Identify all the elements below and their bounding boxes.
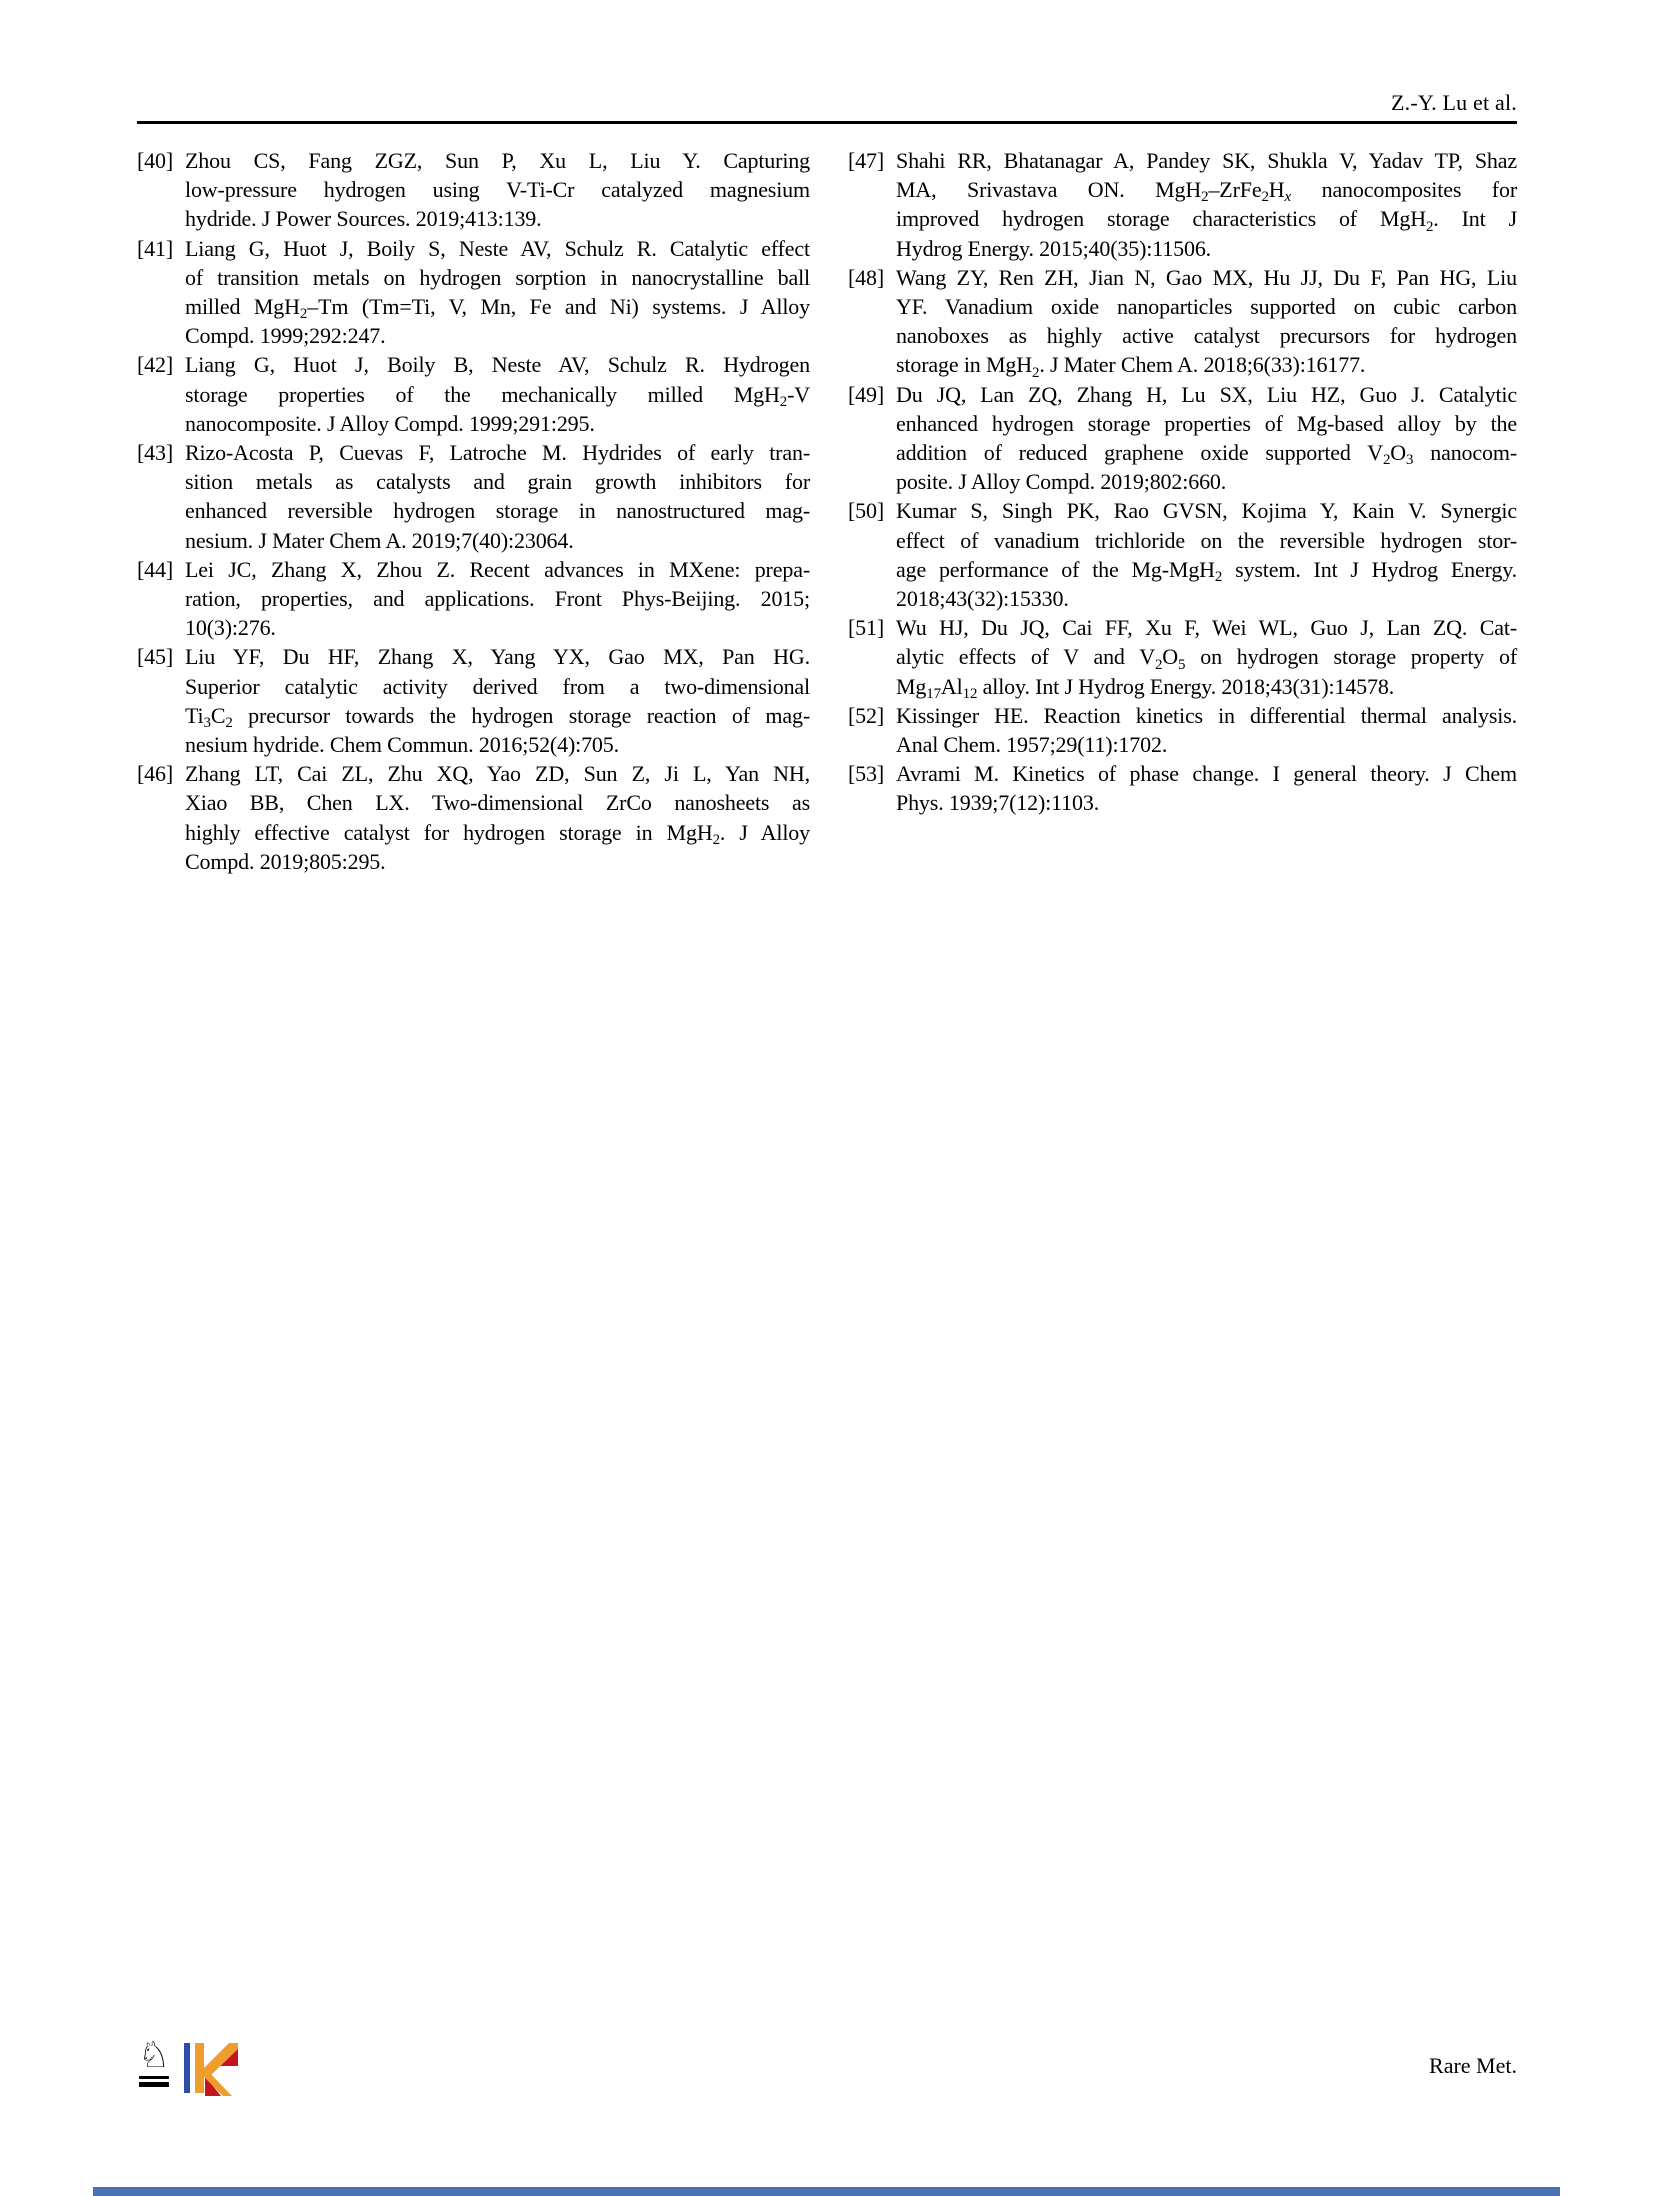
reference-number: [41] (137, 235, 174, 261)
reference-line: nanocomposite. J Alloy Compd. 1999;291:295. (185, 410, 595, 436)
reference-line: low-pressure hydrogen using V-Ti-Cr catalyzed magnesium (185, 177, 810, 203)
reference-line: $Mg_{17}Al_{12}$ alloy. Int J Hydrog Energy. 2018;43(31):14578. (896, 673, 1395, 702)
reference-column-right (848, 146, 1517, 876)
reference-item (848, 613, 1517, 701)
reference-line: Compd. 2019;805:295. (185, 848, 386, 874)
reference-text (896, 496, 1517, 613)
reference-line: effect of vanadium trichloride on the reversible hydrogen stor- (896, 527, 1517, 553)
reference-line: Kumar S, Singh PK, Rao GVSN, Kojima Y, Kain V. Synergic (896, 498, 1517, 524)
reference-line: Anal Chem. 1957;29(11):1702. (896, 732, 1168, 758)
reference-line: highly effective catalyst for hydrogen storage in MgH$_2$. J Alloy (185, 819, 810, 848)
reference-line: Avrami M. Kinetics of phase change. I general theory. J Chem (896, 761, 1517, 787)
reference-number: [50] (848, 498, 885, 524)
reference-item (848, 496, 1517, 613)
reference-line: Compd. 1999;292:247. (185, 323, 386, 349)
reference-item (137, 759, 810, 876)
reference-text (185, 146, 810, 234)
reference-line: Superior catalytic activity derived from a two-dimensional (185, 673, 810, 699)
reference-line: nesium hydride. Chem Commun. 2016;52(4):705. (185, 732, 619, 758)
reference-line: Xiao BB, Chen LX. Two-dimensional ZrCo nanosheets as (185, 790, 810, 816)
reference-item (137, 146, 810, 234)
reference-item (848, 263, 1517, 380)
reference-line: hydride. J Power Sources. 2019;413:139. (185, 206, 542, 232)
reference-line: Phys. 1939;7(12):1103. (896, 790, 1100, 816)
reference-line: storage in MgH$_2$. J Mater Chem A. 2018;6(33):16177. (896, 352, 1366, 381)
reference-item (137, 350, 810, 438)
running-head: Z.-Y. Lu et al. (1390, 90, 1517, 115)
springer-knight-icon: ♘ (137, 2035, 171, 2076)
springer-logo-bar (139, 2082, 169, 2087)
reference-line: nanoboxes as highly active catalyst precursors for hydrogen (896, 323, 1517, 349)
reference-number: [45] (137, 644, 174, 670)
reference-line: posite. J Alloy Compd. 2019;802:660. (896, 469, 1227, 495)
reference-line: addition of reduced graphene oxide supported $V_2O_3$ nanocom- (896, 440, 1518, 469)
reference-line: Wang ZY, Ren ZH, Jian N, Gao MX, Hu JJ, Du F, Pan HG, Liu (896, 264, 1517, 290)
reference-number: [42] (137, 352, 174, 378)
reference-number: [43] (137, 440, 174, 466)
reference-item (848, 146, 1517, 263)
reference-line: ration, properties, and applications. Front Phys-Beijing. 2015; (185, 586, 810, 612)
reference-line: Liang G, Huot J, Boily S, Neste AV, Schulz R. Catalytic effect (185, 235, 810, 261)
reference-number: [46] (137, 761, 174, 787)
reference-line: 2018;43(32):15330. (896, 586, 1069, 612)
reference-line: improved hydrogen storage characteristics of MgH$_2$. Int J (896, 206, 1518, 235)
reference-line: Rizo-Acosta P, Cuevas F, Latroche M. Hydrides of early tran- (185, 440, 810, 466)
reference-line: Hydrog Energy. 2015;40(35):11506. (896, 235, 1212, 261)
reference-number: [49] (848, 381, 885, 407)
reference-text (185, 642, 810, 759)
reference-number: [44] (137, 556, 174, 582)
reference-text (896, 146, 1517, 263)
bottom-accent-bar (93, 2187, 1560, 2196)
reference-line: YF. Vanadium oxide nanoparticles supported on cubic carbon (896, 294, 1517, 320)
reference-number: [40] (137, 148, 174, 173)
reference-text (185, 350, 810, 438)
references-section (137, 146, 1517, 876)
reference-line: Shahi RR, Bhatanagar A, Pandey SK, Shukla V, Yadav TP, Shaz (896, 148, 1517, 173)
reference-line: Liu YF, Du HF, Zhang X, Yang YX, Gao MX, Pan HG. (185, 644, 810, 670)
reference-line: enhanced hydrogen storage properties of Mg-based alloy by the (896, 410, 1517, 436)
reference-text (185, 234, 810, 351)
header-rule (137, 121, 1517, 124)
reference-line: enhanced reversible hydrogen storage in nanostructured mag- (185, 498, 810, 524)
reference-line: MA, Srivastava ON. $MgH_2-ZrFe_2H_x$ nanocomposites for (896, 177, 1518, 206)
reference-text (896, 380, 1517, 497)
reference-line: of transition metals on hydrogen sorption in nanocrystalline ball (185, 264, 810, 290)
reference-line: alytic effects of V and $V_2O_5$ on hydrogen storage property of (896, 644, 1517, 673)
reference-line: Wu HJ, Du JQ, Cai FF, Xu F, Wei WL, Guo J, Lan ZQ. Cat- (896, 615, 1517, 641)
reference-line: nesium. J Mater Chem A. 2019;7(40):23064. (185, 527, 574, 553)
reference-number: [51] (848, 615, 885, 641)
reference-item (137, 555, 810, 643)
journal-abbreviation: Rare Met. (1429, 2053, 1517, 2078)
reference-number: [48] (848, 264, 885, 290)
reference-number: [47] (848, 148, 885, 173)
reference-item (848, 380, 1517, 497)
reference-text (896, 759, 1517, 817)
reference-text (185, 555, 810, 643)
reference-item (848, 759, 1517, 817)
reference-number: [53] (848, 761, 885, 787)
reference-line: Zhang LT, Cai ZL, Zhu XQ, Yao ZD, Sun Z, Ji L, Yan NH, (185, 761, 810, 787)
reference-line: Kissinger HE. Reaction kinetics in differential thermal analysis. (896, 702, 1517, 728)
reference-line: Liang G, Huot J, Boily B, Neste AV, Schulz R. Hydrogen (185, 352, 810, 378)
reference-item (137, 438, 810, 555)
reference-line: Zhou CS, Fang ZGZ, Sun P, Xu L, Liu Y. Capturing (185, 148, 810, 173)
reference-line: $Ti_3C_2$ precursor towards the hydrogen storage reaction of mag- (185, 702, 810, 732)
reference-line: age performance of the Mg-MgH$_2$ system. Int J Hydrog Energy. (896, 556, 1517, 586)
reference-text (185, 759, 810, 876)
reference-item (137, 234, 810, 351)
reference-text (896, 701, 1517, 759)
reference-item (137, 642, 810, 759)
reference-line: sition metals as catalysts and grain growth inhibitors for (185, 469, 810, 495)
reference-line: Du JQ, Lan ZQ, Zhang H, Lu SX, Liu HZ, Guo J. Catalytic (896, 381, 1517, 407)
reference-line: storage properties of the mechanically milled MgH$_2$-V (185, 381, 810, 410)
reference-line: Lei JC, Zhang X, Zhou Z. Recent advances in MXene: prepa- (185, 556, 810, 582)
reference-line: 10(3):276. (185, 615, 276, 641)
reference-item (848, 701, 1517, 759)
reference-number: [52] (848, 702, 885, 728)
reference-column-left (137, 146, 810, 876)
reference-line: milled MgH$_2$–Tm (Tm=Ti, V, Mn, Fe and Ni) systems. J Alloy (185, 294, 810, 323)
reference-text (896, 263, 1517, 380)
reference-text (185, 438, 810, 555)
reference-text (896, 613, 1517, 701)
